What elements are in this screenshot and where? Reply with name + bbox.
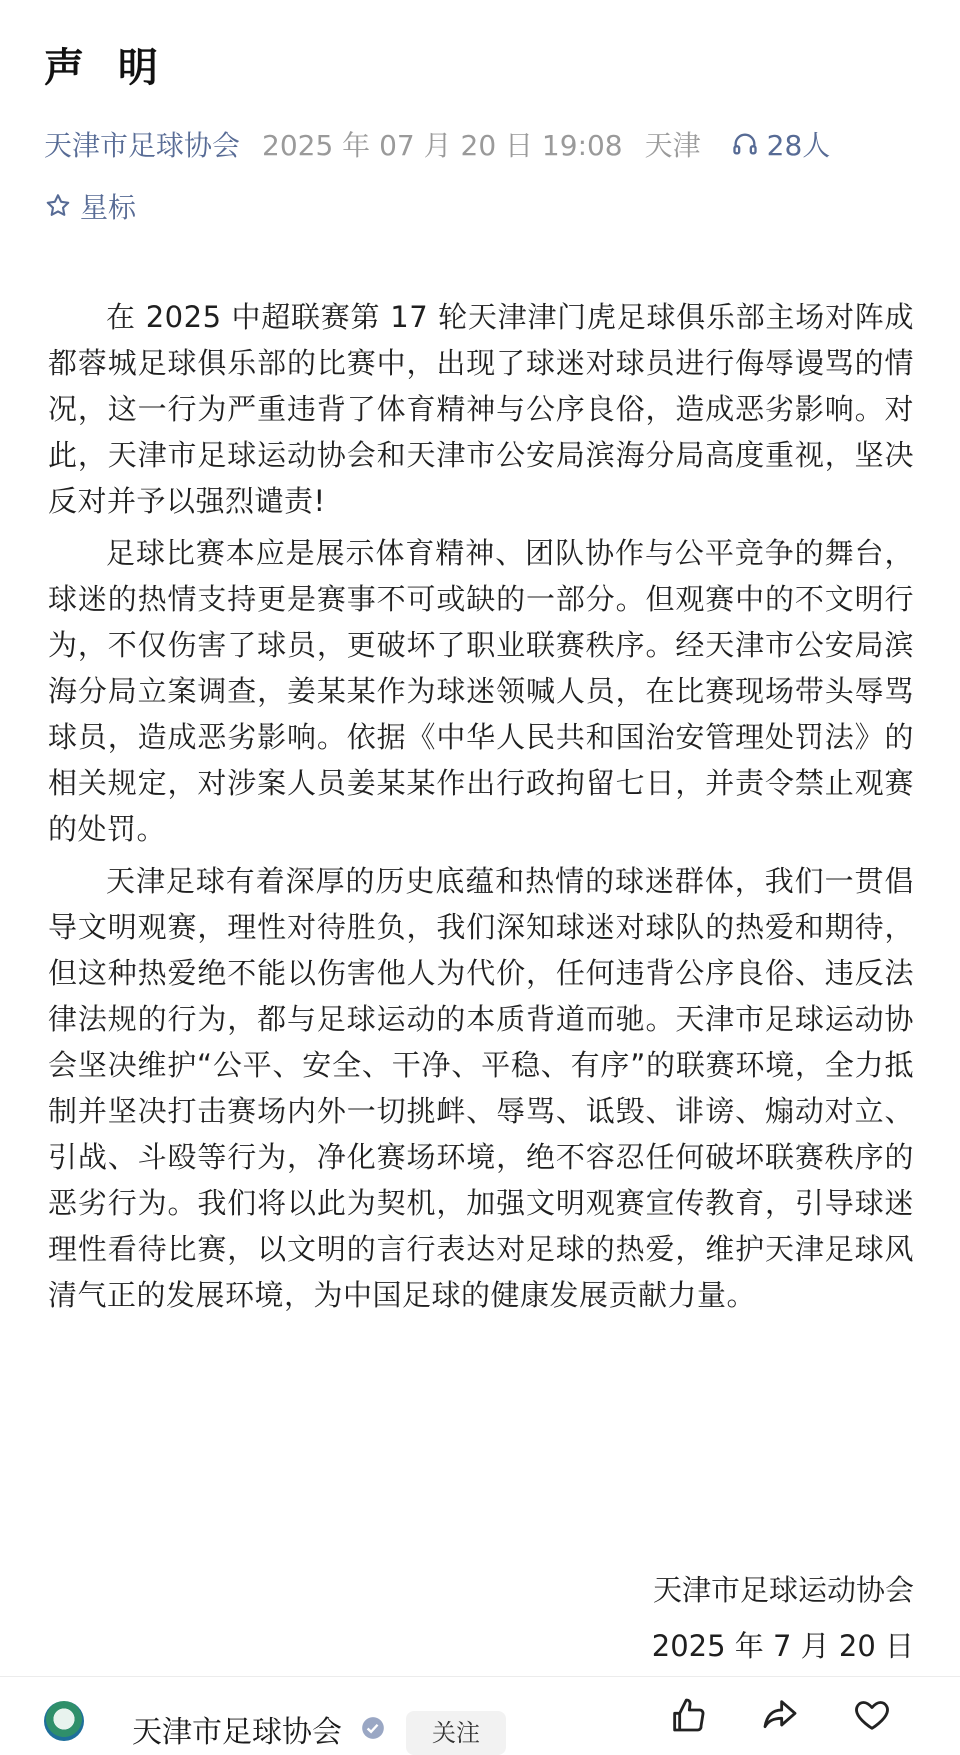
article-title: 声 明 — [44, 45, 168, 91]
article-body — [48, 294, 914, 1324]
publish-date: 2025 年 07 月 20 日 19:08 — [262, 129, 623, 162]
follow-button[interactable]: 关注 — [406, 1711, 506, 1755]
bottom-account-name[interactable]: 天津市足球协会 — [132, 1715, 342, 1750]
listener-count: 28人 — [766, 129, 831, 162]
publish-location: 天津 — [644, 129, 701, 162]
headphones-icon — [731, 130, 759, 158]
share-icon[interactable] — [760, 1695, 800, 1735]
paragraph: 在 2025 中超联赛第 17 轮天津津门虎足球俱乐部主场对阵成都蓉城足球俱乐部的比赛中，出现了球迷对球员进行侮辱谩骂的情况，这一行为严重违背了体育精神与公序良俗，造成恶劣影响。对此，天津市足球运动协会和天津市公安局滨海分局高度重视，坚决反对并予以强烈谴责! — [48, 300, 914, 518]
signature-org: 天津市足球运动协会 — [652, 1573, 914, 1607]
star-label: 星标 — [80, 191, 137, 224]
bottom-action-bar — [0, 1676, 960, 1750]
listen-button[interactable] — [731, 124, 831, 164]
account-name-link[interactable]: 天津市足球协会 — [44, 129, 241, 162]
paragraph: 天津足球有着深厚的历史底蕴和热情的球迷群体，我们一贯倡导文明观赛，理性对待胜负，我们深知球迷对球队的热爱和期待，但这种热爱绝不能以伤害他人为代价，任何违背公序良俗、违反法律法规的行为，都与足球运动的本质背道而驰。天津市足球运动协会坚决维护“公平、安全、干净、平稳、有序”的联赛环境，全力抵制并坚决打击赛场内外一切挑衅、辱骂、诋毁、诽谤、煽动对立、引战、斗殴等行为，净化赛场环境，绝不容忍任何破坏联赛秩序的恶劣行为。我们将以此为契机，加强文明观赛宣传教育，引导球迷理性看待比赛，以文明的言行表达对足球的热爱，维护天津足球风清气正的发展环境，为中国足球的健康发展贡献力量。 — [48, 864, 914, 1312]
signature-date: 2025 年 7 月 20 日 — [651, 1629, 914, 1663]
star-button[interactable] — [44, 186, 136, 226]
signature-block — [652, 1562, 914, 1674]
thumbs-up-icon[interactable] — [668, 1695, 708, 1735]
star-outline-icon — [44, 192, 72, 220]
verified-icon — [360, 1715, 386, 1741]
heart-icon[interactable] — [852, 1695, 892, 1735]
avatar[interactable] — [44, 1701, 84, 1741]
article-meta — [44, 124, 830, 164]
paragraph: 足球比赛本应是展示体育精神、团队协作与公平竞争的舞台，球迷的热情支持更是赛事不可或缺的一部分。但观赛中的不文明行为，不仅伤害了球员，更破坏了职业联赛秩序。经天津市公安局滨海分局立案调查，姜某某作为球迷领喊人员，在比赛现场带头辱骂球员，造成恶劣影响。依据《中华人民共和国治安管理处罚法》的相关规定，对涉案人员姜某某作出行政拘留七日，并责令禁止观赛的处罚。 — [48, 536, 914, 846]
